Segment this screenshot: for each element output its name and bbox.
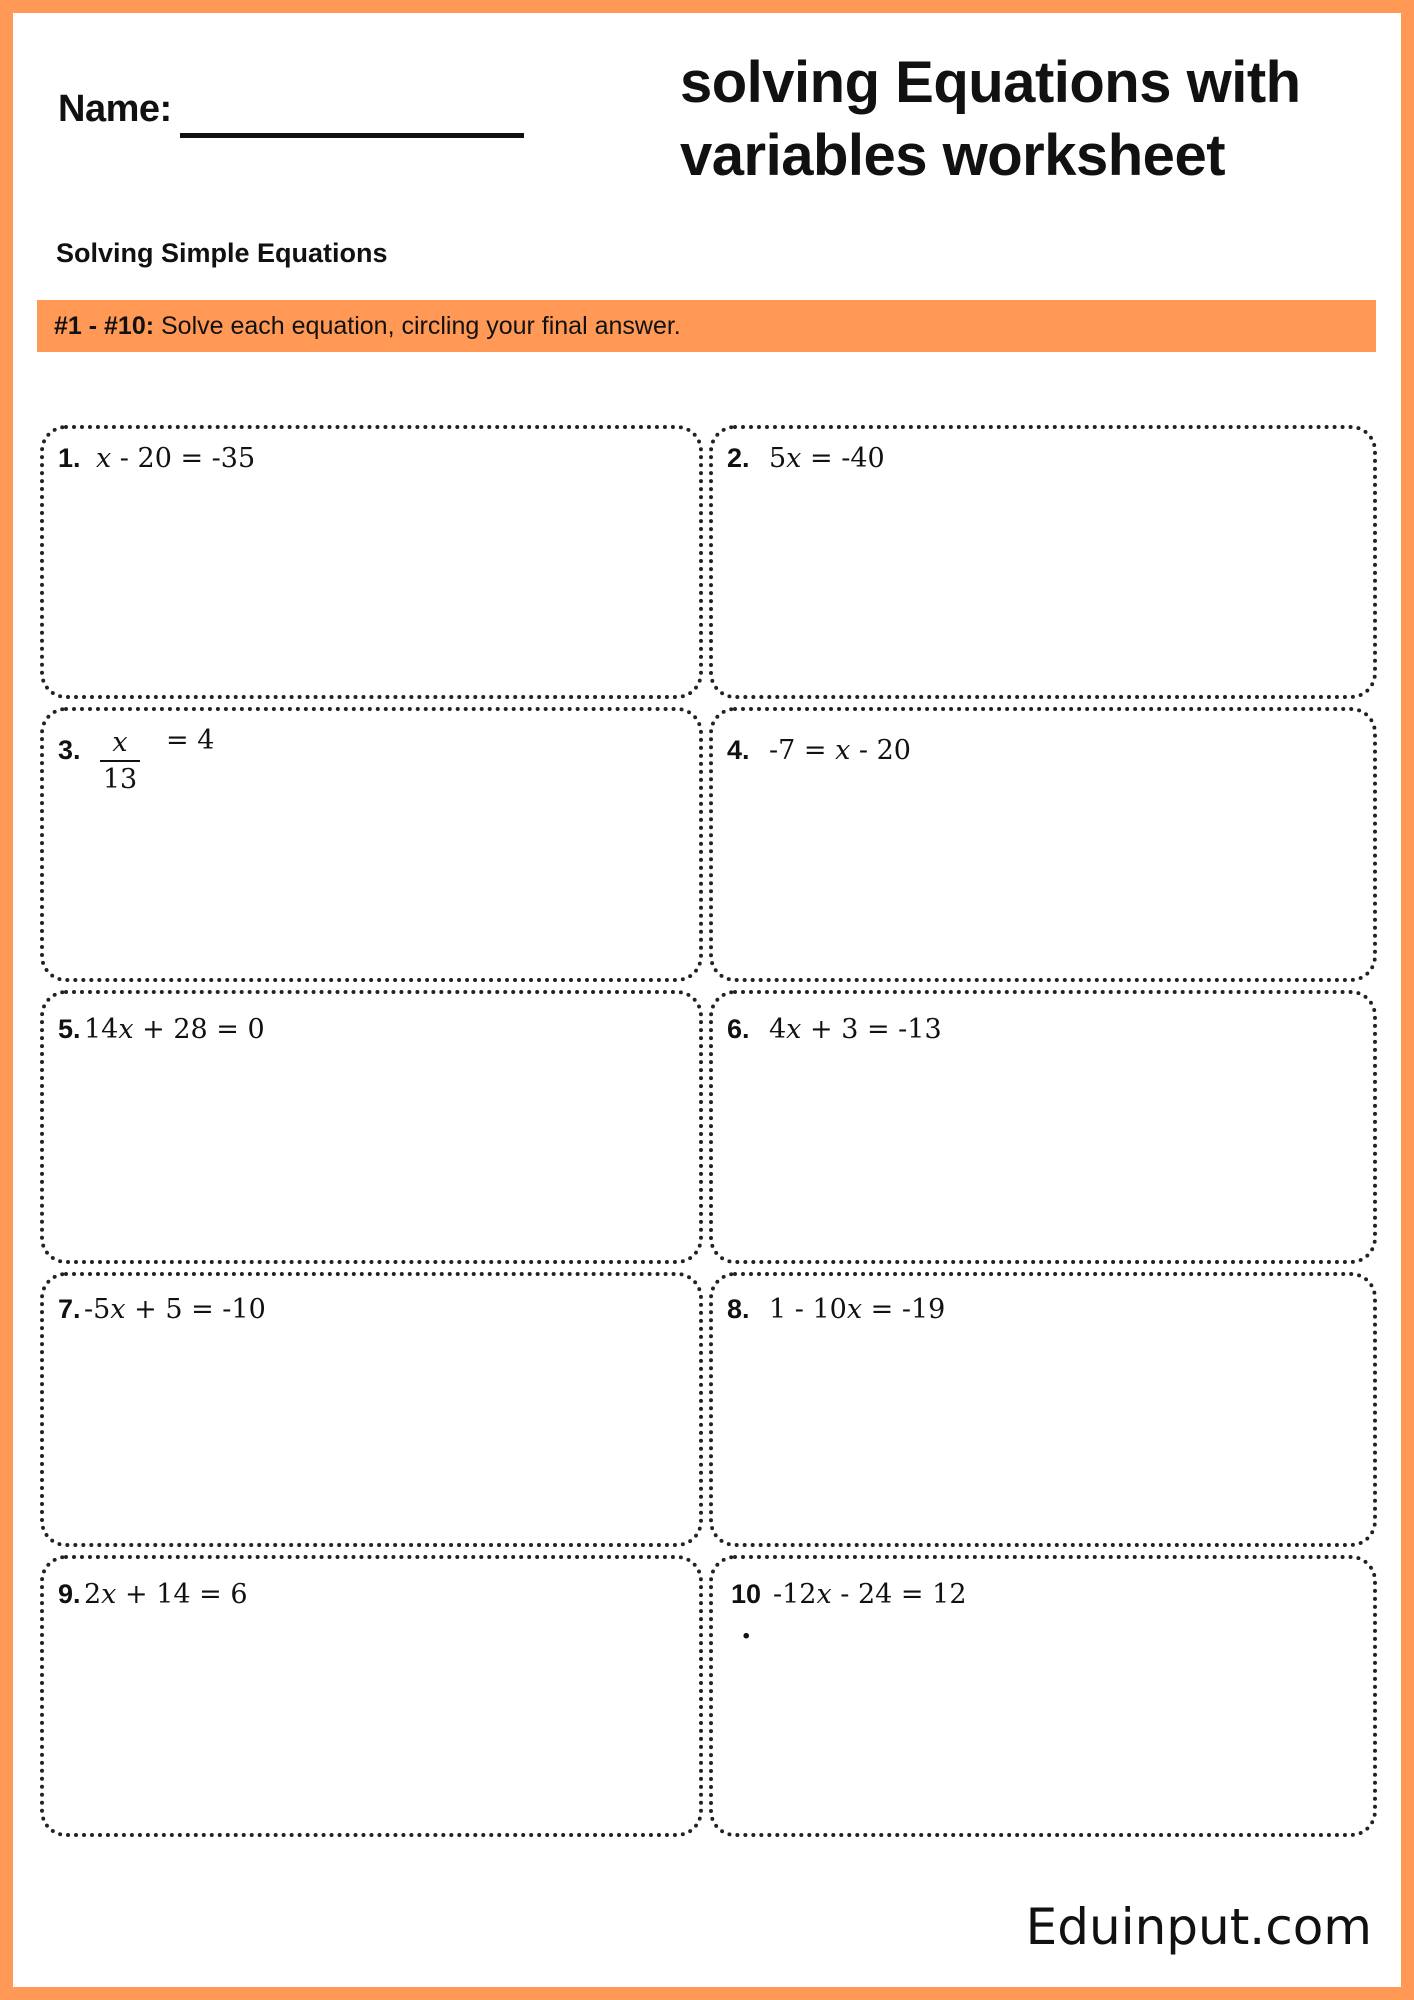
problem-box-3 bbox=[40, 707, 703, 982]
problem-number: 10 bbox=[731, 1579, 762, 1609]
stray-dot: . bbox=[741, 1611, 752, 1646]
fraction-numerator: 𝑥 bbox=[112, 727, 128, 758]
problem-box-1 bbox=[40, 425, 703, 699]
problem-equation: 5𝑥 = -40 bbox=[769, 443, 885, 474]
name-label: Name: bbox=[58, 88, 172, 130]
problem-equation: 4𝑥 + 3 = -13 bbox=[769, 1014, 942, 1045]
fraction-bar bbox=[100, 760, 140, 762]
title-line-1: solving Equations with bbox=[680, 50, 1301, 115]
instruction-text: Solve each equation, circling your final answer. bbox=[154, 312, 681, 340]
problem-box-7 bbox=[40, 1272, 703, 1547]
problem-number: 8. bbox=[727, 1294, 750, 1324]
problem-equation: 2𝑥 + 14 = 6 bbox=[84, 1579, 248, 1610]
problem-box-2 bbox=[709, 425, 1377, 699]
problem-number: 3. bbox=[58, 735, 81, 765]
worksheet-title bbox=[680, 46, 1370, 192]
problem-equation: 1 - 10𝑥 = -19 bbox=[769, 1294, 946, 1325]
problem-equation: -7 = 𝑥 - 20 bbox=[769, 735, 911, 766]
problem-box-9 bbox=[40, 1555, 703, 1837]
problem-number: 9. bbox=[58, 1579, 81, 1609]
problem-equation: 𝑥 - 20 = -35 bbox=[96, 443, 256, 474]
problem-number: 6. bbox=[727, 1014, 750, 1044]
section-title: Solving Simple Equations bbox=[56, 238, 388, 268]
problem-equation: -12𝑥 - 24 = 12 bbox=[773, 1579, 967, 1610]
problem-equation-rest: = 4 bbox=[166, 725, 215, 756]
problem-number: 7. bbox=[58, 1294, 81, 1324]
problem-box-4 bbox=[709, 707, 1377, 982]
problem-equation: 14𝑥 + 28 = 0 bbox=[84, 1014, 265, 1045]
title-line-2: variables worksheet bbox=[680, 123, 1226, 188]
problem-number: 1. bbox=[58, 443, 81, 473]
problem-number: 2. bbox=[727, 443, 750, 473]
name-blank-line bbox=[180, 133, 524, 138]
instruction-banner bbox=[37, 300, 1376, 352]
problem-box-6 bbox=[709, 990, 1377, 1264]
problem-number: 4. bbox=[727, 735, 750, 765]
problem-equation: -5𝑥 + 5 = -10 bbox=[84, 1294, 266, 1325]
problem-box-8 bbox=[709, 1272, 1377, 1547]
fraction-denominator: 13 bbox=[102, 764, 138, 795]
fraction bbox=[100, 727, 140, 795]
site-footer: Eduinput.com bbox=[1025, 1898, 1372, 1956]
problem-number: 5. bbox=[58, 1014, 81, 1044]
instruction-range: #1 - #10: bbox=[54, 312, 155, 340]
problem-box-10 bbox=[709, 1555, 1377, 1837]
problem-box-5 bbox=[40, 990, 703, 1264]
